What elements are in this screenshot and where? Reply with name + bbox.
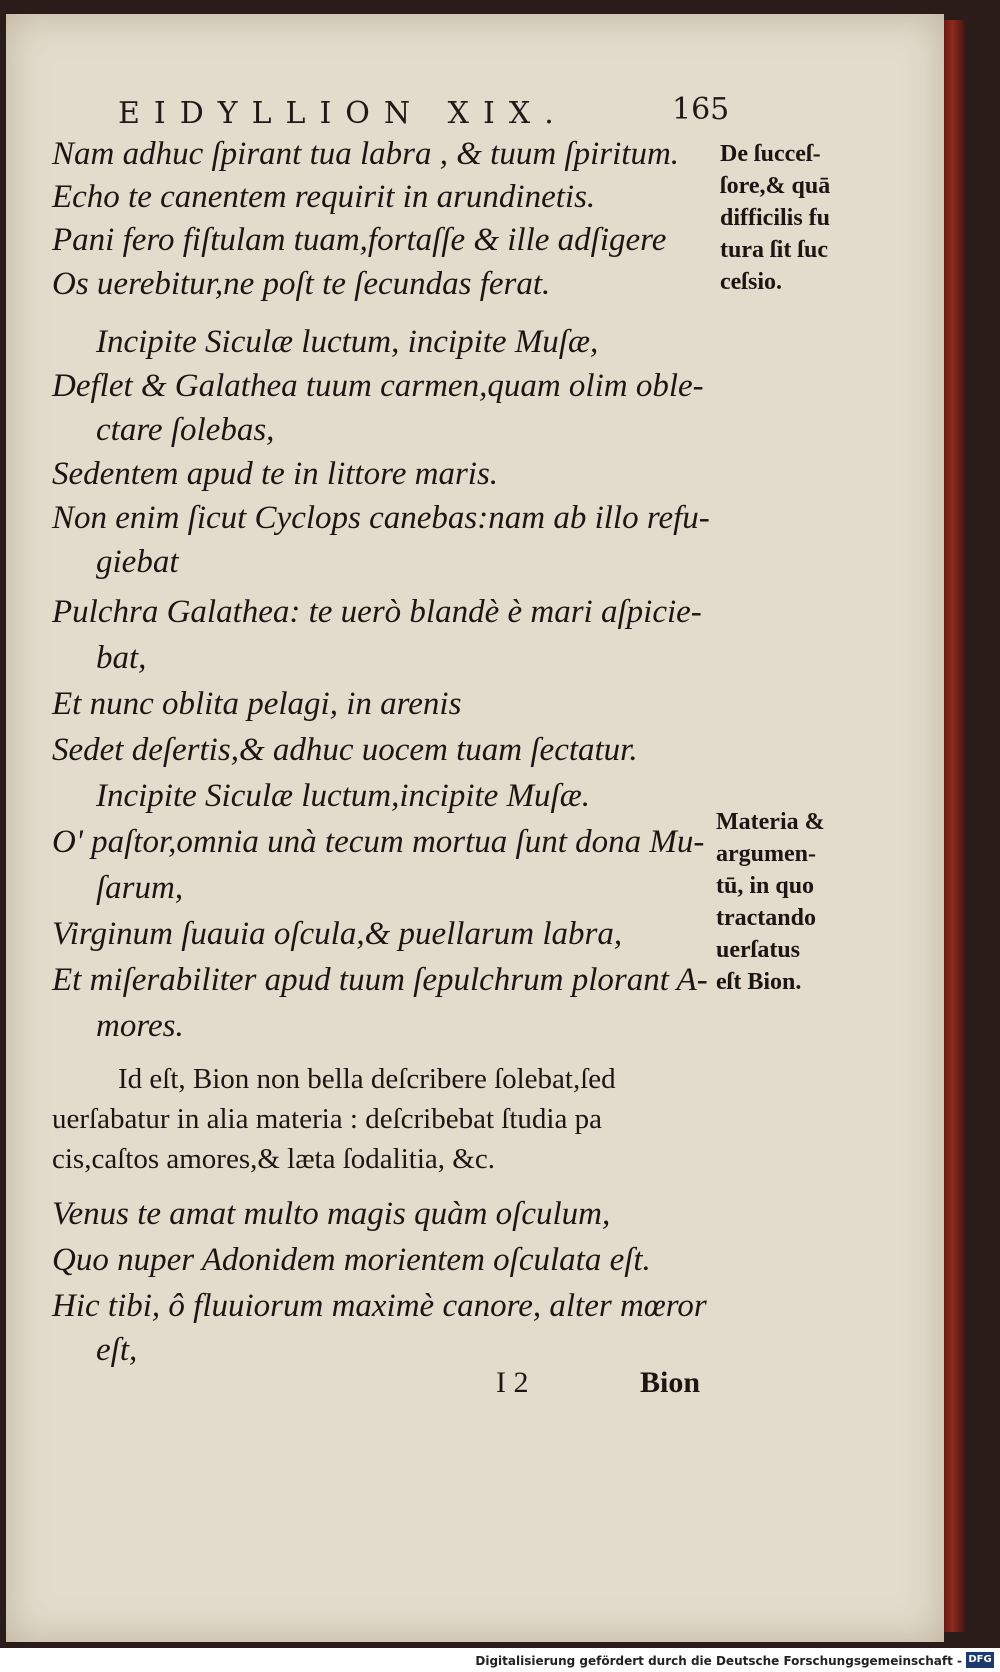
margin-note-line: tū, in quo <box>716 873 815 899</box>
signature-mark: I 2 <box>496 1366 529 1399</box>
verse-line-continuation: ctare ſolebas, <box>96 412 275 448</box>
verse-line: Virginum ſuauia oſcula,& puellarum labra, <box>52 916 623 952</box>
verse-line-continuation: ſarum, <box>96 870 184 906</box>
verse-line-continuation: bat, <box>96 640 147 676</box>
verse-line: Deflet & Galathea tuum carmen,quam olim oble- <box>52 368 704 404</box>
commentary-line: uerſabatur in alia materia : deſcribebat ſtudia pa <box>52 1103 602 1135</box>
verse-line: Echo te canentem requirit in arundinetis. <box>52 179 596 215</box>
catchword: Bion <box>640 1366 701 1399</box>
margin-note-line: ſore,& quā <box>720 173 831 199</box>
margin-note-line: ceſsio. <box>720 269 782 295</box>
margin-note-line: tractando <box>716 905 816 931</box>
verse-line: Sedentem apud te in littore maris. <box>52 456 499 492</box>
verse-line: Hic tibi, ô fluuiorum maximè canore, alter mœror <box>52 1288 707 1324</box>
verse-refrain: Incipite Siculæ luctum,incipite Muſæ. <box>96 778 590 814</box>
margin-note-succession <box>720 138 920 298</box>
book-edge <box>944 20 966 1632</box>
commentary-line: cis,caſtos amores,& læta ſodalitia, &c. <box>52 1143 495 1175</box>
verse-refrain: Incipite Siculæ luctum, incipite Muſæ, <box>96 324 599 360</box>
verse-line: Non enim ſicut Cyclops canebas:nam ab illo refu- <box>52 500 710 536</box>
verse-line-continuation: giebat <box>96 544 179 580</box>
margin-note-line: difficilis fu <box>720 205 831 231</box>
verse-line-continuation: eſt, <box>96 1332 138 1368</box>
running-title: EIDYLLION XIX. <box>118 96 568 131</box>
margin-note-line: De ſucceſ- <box>720 141 821 167</box>
margin-note-line: argumen- <box>716 841 816 867</box>
verse-line: Et miſerabiliter apud tuum ſepulchrum plorant A- <box>52 962 708 998</box>
commentary-line: Id eſt, Bion non bella deſcribere ſolebat,ſed <box>118 1063 616 1095</box>
verse-line-continuation: mores. <box>96 1008 184 1044</box>
verse-line: Nam adhuc ſpirant tua labra , & tuum ſpiritum. <box>52 136 680 172</box>
page-number: 165 <box>672 92 730 127</box>
margin-note-line: eſt Bion. <box>716 969 802 995</box>
verse-line: Venus te amat multo magis quàm oſculum, <box>52 1196 611 1232</box>
verse-line: O' paſtor,omnia unà tecum mortua ſunt dona Mu- <box>52 824 705 860</box>
dfg-logo: DFG <box>966 1652 994 1668</box>
verse-line: Pani fero fiſtulam tuam,fortaſſe & ille adſigere <box>52 222 667 258</box>
verse-line: Quo nuper Adonidem morientem oſculata eſt. <box>52 1242 651 1278</box>
funding-credit: Digitalisierung gefördert durch die Deutsche Forschungsgemeinschaft - <box>475 1654 962 1668</box>
verse-line: Pulchra Galathea: te uerò blandè è mari aſpicie- <box>52 594 702 630</box>
margin-note-line: uerſatus <box>716 937 800 963</box>
margin-note-line: tura ſit ſuc <box>720 237 828 263</box>
margin-note-materia <box>716 806 916 998</box>
verse-line: Os uerebitur,ne poſt te ſecundas ferat. <box>52 266 551 302</box>
verse-line: Sedet deſertis,& adhuc uocem tuam ſectatur. <box>52 732 638 768</box>
margin-note-line: Materia & <box>716 809 825 835</box>
verse-line: Et nunc oblita pelagi, in arenis <box>52 686 462 722</box>
